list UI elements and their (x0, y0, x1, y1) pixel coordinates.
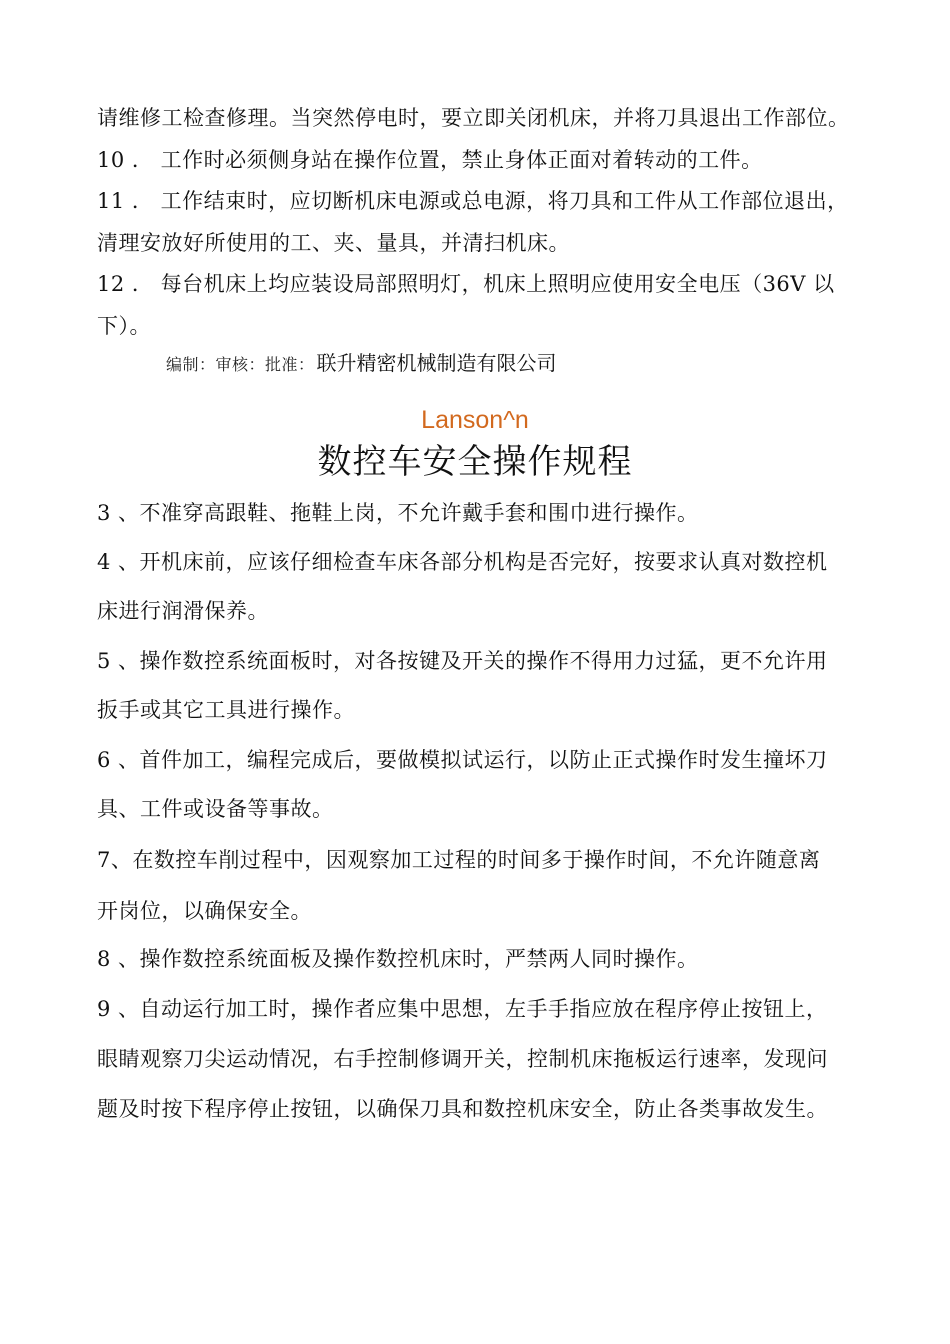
brand-logo-text: Lanson^n (421, 406, 529, 434)
text-line: 床进行润滑保养。 (97, 599, 269, 623)
text-line: 12 ． 每台机床上均应装设局部照明灯，机床上照明应使用安全电压（36V 以 (97, 272, 835, 296)
text-line: 3 、不准穿高跟鞋、拖鞋上岗，不允许戴手套和围巾进行操作。 (97, 501, 699, 525)
brand-logo (0, 404, 950, 436)
signature-line (166, 349, 557, 379)
text-line: 请维修工检查修理。当突然停电时，要立即关闭机床，并将刀具退出工作部位。 (97, 106, 850, 130)
text-line: 8 、操作数控系统面板及操作数控机床时，严禁两人同时操作。 (97, 947, 699, 971)
text-line: 具、工件或设备等事故。 (97, 797, 334, 821)
text-line: 9 、自动运行加工时，操作者应集中思想，左手手指应放在程序停止按钮上， (97, 997, 828, 1021)
text-line: 眼睛观察刀尖运动情况，右手控制修调开关，控制机床拖板运行速率，发现问 (97, 1047, 828, 1071)
text-line: 扳手或其它工具进行操作。 (97, 698, 355, 722)
page-title: 数控车安全操作规程 (317, 442, 633, 482)
text-line: 5 、操作数控系统面板时，对各按键及开关的操作不得用力过猛，更不允许用 (97, 649, 828, 673)
text-line: 开岗位，以确保安全。 (97, 899, 312, 923)
text-line: 下）。 (97, 314, 151, 338)
text-line: 11 ． 工作结束时，应切断机床电源或总电源，将刀具和工件从工作部位退出， (97, 189, 849, 213)
text-line: 4 、开机床前，应该仔细检查车床各部分机构是否完好，按要求认真对数控机 (97, 550, 828, 574)
text-line: 7、在数控车削过程中，因观察加工过程的时间多于操作时间，不允许随意离 (97, 848, 821, 872)
text-line: 6 、首件加工，编程完成后，要做模拟试运行，以防止正式操作时发生撞坏刀 (97, 748, 828, 772)
company-name: 联升精密机械制造有限公司 (316, 351, 557, 375)
text-line: 10 ． 工作时必须侧身站在操作位置，禁止身体正面对着转动的工件。 (97, 148, 763, 172)
signature-labels: 编制：审核：批准： (166, 355, 315, 374)
text-line: 题及时按下程序停止按钮，以确保刀具和数控机床安全，防止各类事故发生。 (97, 1097, 828, 1121)
text-line: 清理安放好所使用的工、夹、量具，并清扫机床。 (97, 231, 570, 255)
